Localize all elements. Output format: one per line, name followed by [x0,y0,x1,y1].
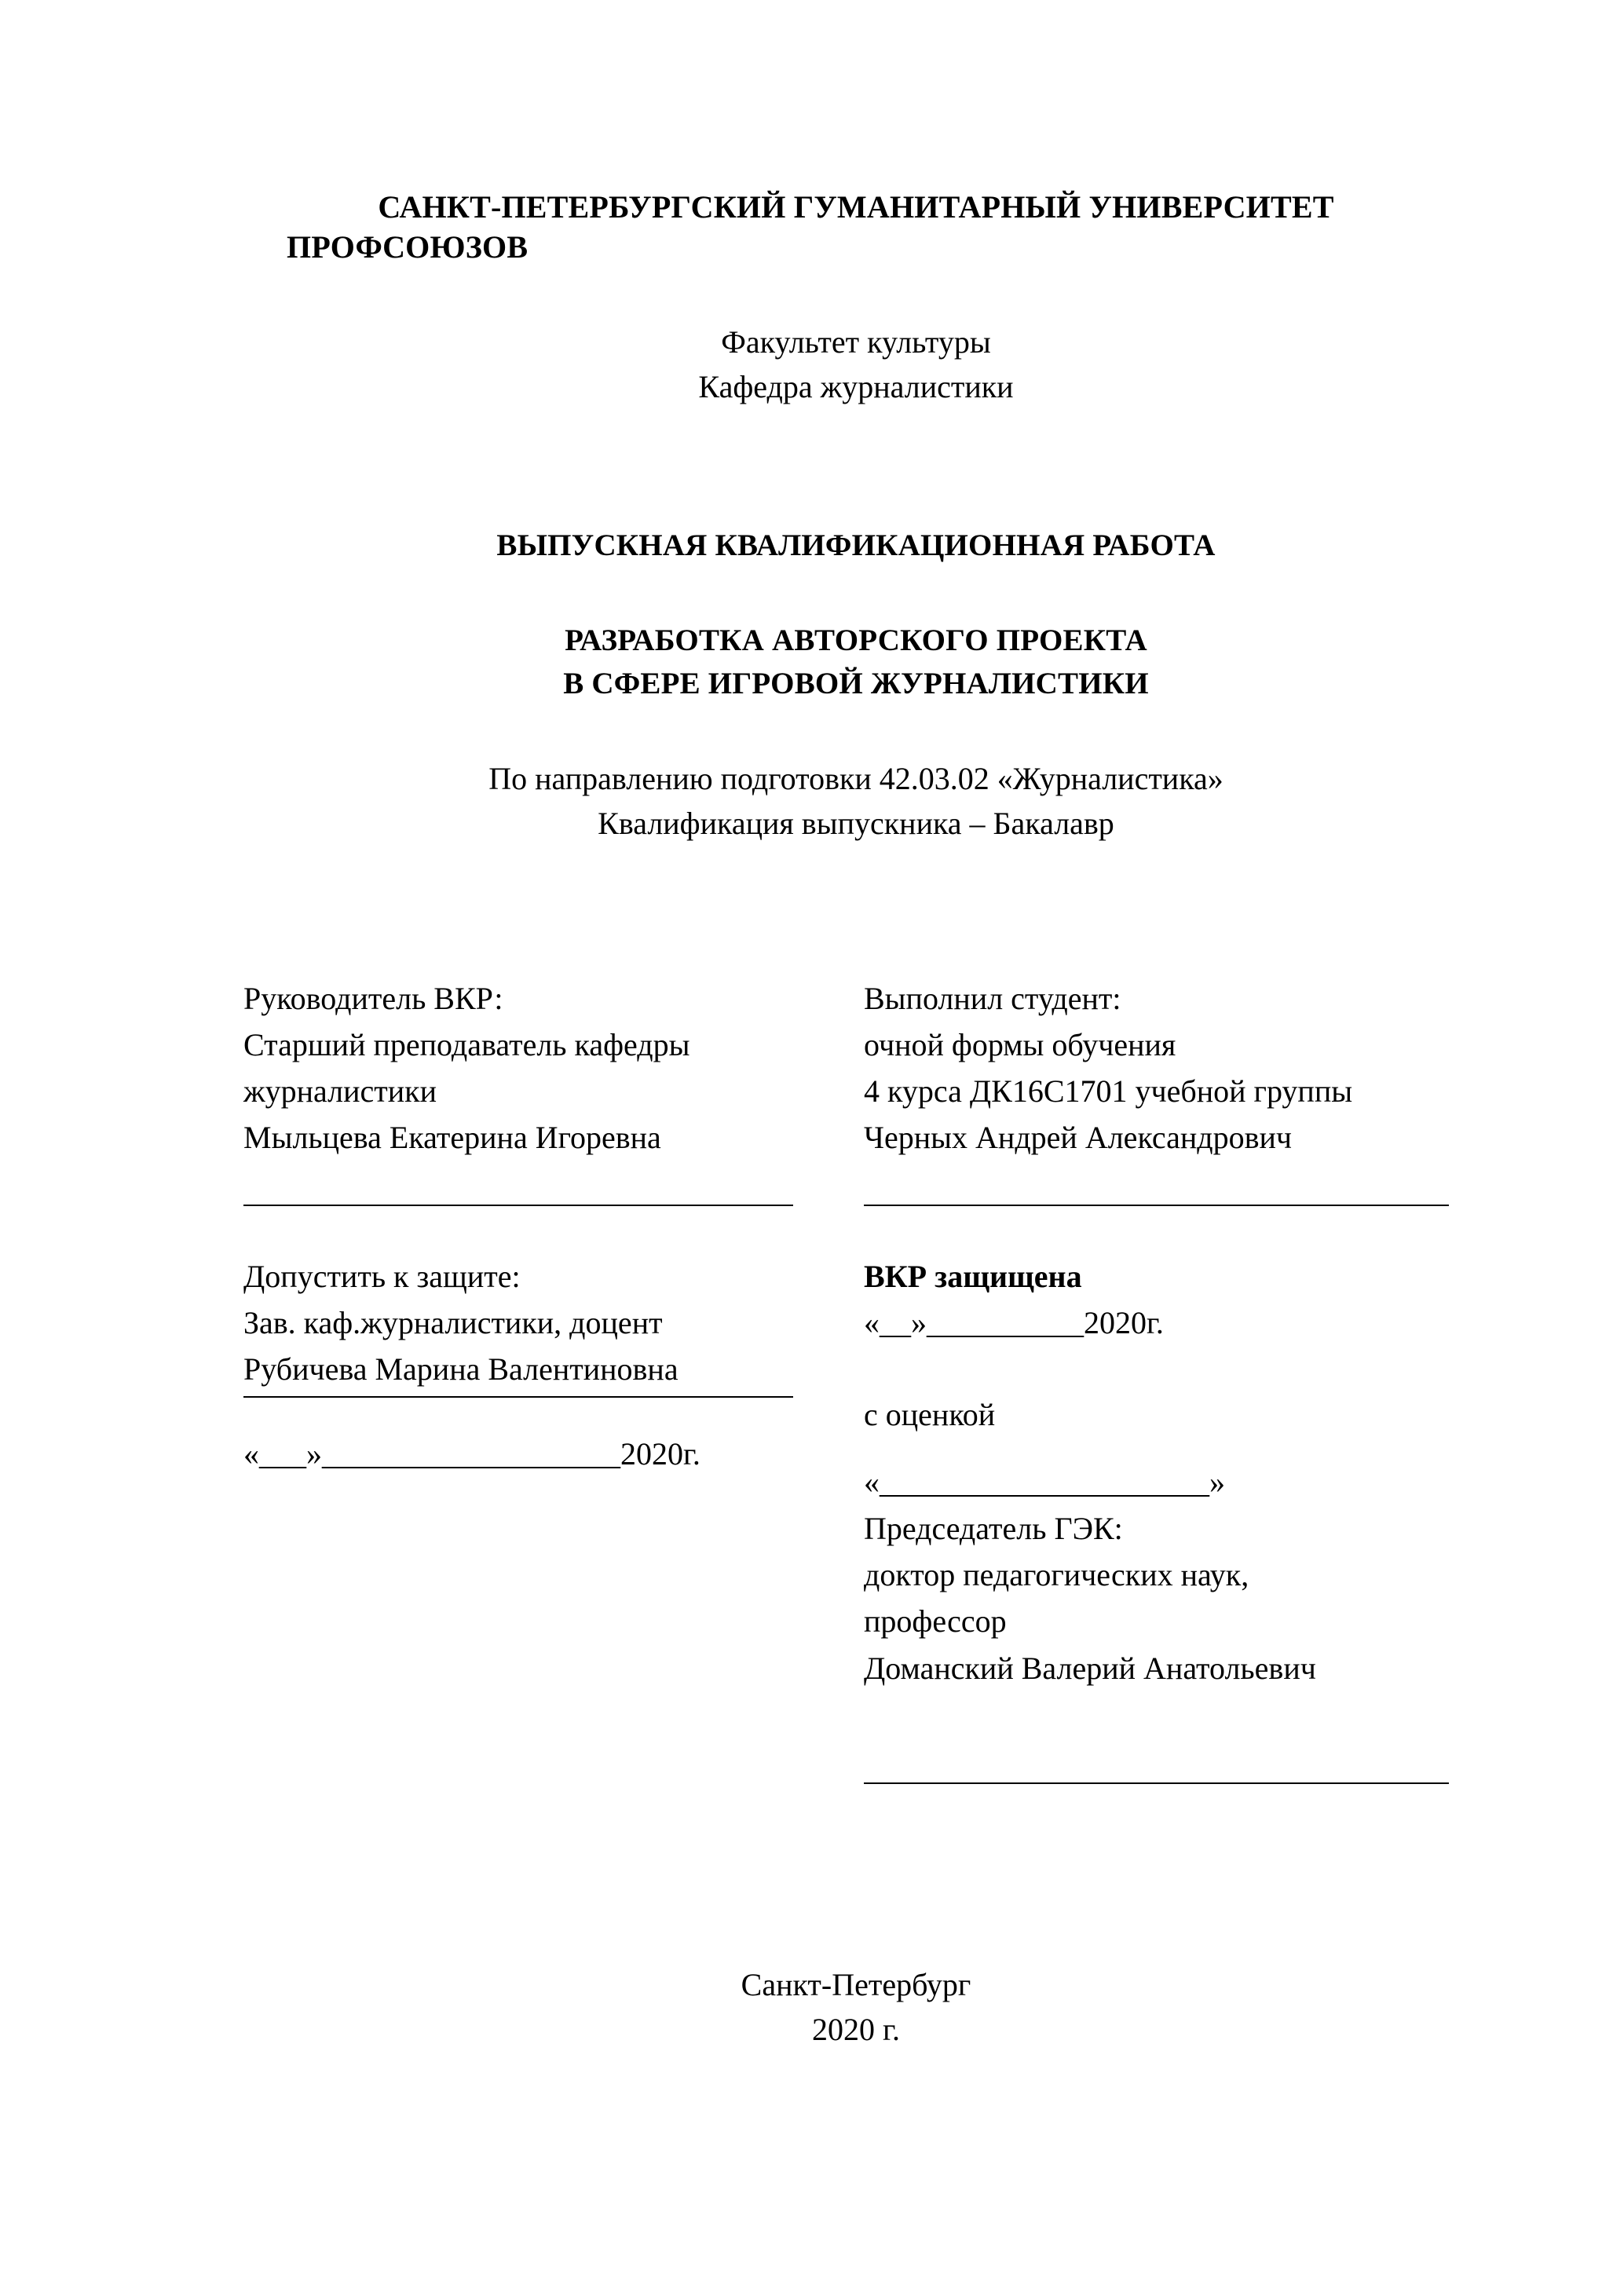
chair-block [864,1459,1316,1691]
document-body [243,0,1469,1855]
admission-date-block [243,1431,825,1477]
defense-block [864,1253,1164,1346]
faculty-name: Факультет культуры [721,324,991,360]
direction-line1: По направлению подготовки 42.03.02 «Журналистика» [488,761,1223,797]
defense-date-line: «__»__________2020г. [864,1304,1164,1340]
university-name-line2: ПРОФСОЮЗОВ [287,229,529,265]
university-name-line1: САНКТ-ПЕТЕРБУРГСКИЙ ГУМАНИТАРНЫЙ УНИВЕРСИТЕТ [378,189,1334,225]
student-form: очной формы обучения [864,1026,1176,1062]
work-title-line1: РАЗРАБОТКА АВТОРСКОГО ПРОЕКТА [565,623,1147,657]
work-title-line2: В СФЕРЕ ИГРОВОЙ ЖУРНАЛИСТИКИ [563,666,1149,700]
supervisor-block [243,975,689,1161]
chair-rank: профессор [864,1603,1007,1640]
work-type: ВЫПУСКНАЯ КВАЛИФИКАЦИОННАЯ РАБОТА [496,528,1216,562]
student-group: 4 курса ДК16С1701 учебной группы [864,1073,1353,1110]
chair-signature-line [864,1782,1449,1784]
student-label: Выполнил студент: [864,980,1121,1016]
department-name: Кафедра журналистики [698,369,1014,405]
supervisor-signature-line [243,1205,793,1206]
direction-line2: Квалификация выпускника – Бакалавр [598,805,1114,841]
chair-degree: доктор педагогических наук, [864,1557,1249,1593]
grade-block [864,1391,995,1438]
admission-block [243,1253,678,1393]
supervisor-name: Мыльцева Екатерина Игоревна [243,1120,661,1156]
admission-date-line: «___»___________________2020г. [243,1435,700,1472]
student-signature-line [864,1205,1449,1206]
supervisor-position-line1: Старший преподаватель кафедры [243,1026,690,1062]
grade-label: с оценкой [864,1396,996,1432]
university-header [243,187,1469,267]
footer-block [243,1963,1469,2053]
head-name: Рубичева Марина Валентиновна [243,1351,678,1387]
chair-label: Председатель ГЭК: [864,1510,1123,1546]
university-name [243,187,1469,267]
student-block [864,975,1352,1161]
work-title [243,620,1469,705]
footer-city: Санкт-Петербург [741,1967,971,2002]
defense-label: ВКР защищена [864,1258,1082,1294]
head-signature-line [243,1396,793,1398]
footer-year: 2020 г. [812,2011,900,2047]
supervisor-label: Руководитель ВКР: [243,980,503,1016]
signature-columns [243,975,1469,1855]
direction-block [243,757,1469,846]
admission-label: Допустить к защите: [243,1258,521,1294]
head-position: Зав. каф.журналистики, доцент [243,1304,663,1340]
faculty-block [243,320,1469,410]
student-name: Черных Андрей Александрович [864,1120,1293,1156]
chair-name: Доманский Валерий Анатольевич [864,1650,1316,1686]
supervisor-position-line2: журналистики [243,1073,437,1110]
grade-line: «_____________________» [864,1464,1225,1500]
